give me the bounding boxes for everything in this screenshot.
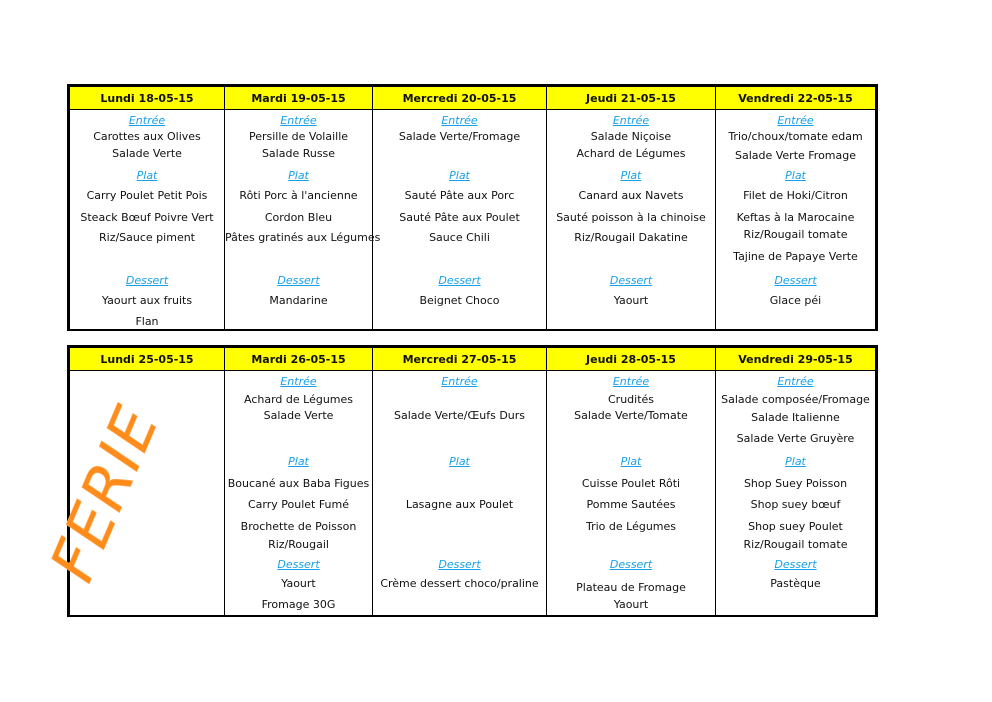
menu-item: Cordon Bleu	[264, 211, 333, 224]
menu-item: Steack Bœuf Poivre Vert	[80, 211, 214, 224]
menu-item: Shop suey bœuf	[750, 498, 841, 511]
menu-item: Fromage 30G	[261, 598, 336, 611]
day-menu-cell	[547, 371, 715, 615]
day-menu-cell	[716, 371, 875, 615]
plat-label: Plat	[288, 169, 309, 182]
entree-label: Entrée	[280, 114, 317, 127]
menu-item: Riz/Rougail	[268, 538, 329, 551]
menu-item: Persille de Volaille	[248, 130, 349, 143]
dessert-label: Dessert	[609, 274, 653, 287]
menu-item: Salade composée/Fromage	[721, 393, 870, 406]
plat-label: Plat	[785, 455, 806, 468]
menu-item: Crudités	[607, 393, 655, 406]
menu-item: Carottes aux Olives	[93, 130, 201, 143]
menu-item: Keftas à la Marocaine	[736, 211, 855, 224]
menu-item: Yaourt aux fruits	[101, 294, 193, 307]
menu-item: Salade Verte	[263, 409, 334, 422]
menu-item: Carry Poulet Fumé	[247, 498, 350, 511]
menu-item: Achard de Légumes	[243, 393, 354, 406]
menu-item: Yaourt	[613, 294, 649, 307]
menu-item: Riz/Sauce piment	[99, 231, 195, 244]
day-header: Jeudi 28-05-15	[547, 348, 716, 371]
menu-item: Glace péi	[769, 294, 822, 307]
dessert-label: Dessert	[438, 558, 481, 571]
entree-label: Entrée	[441, 375, 478, 388]
menu-item: Sauce Chili	[429, 231, 490, 244]
menu-item: Boucané aux Baba Figues	[227, 477, 370, 490]
menu-item: Flan	[135, 315, 159, 328]
entree-label: Entrée	[612, 114, 650, 127]
menu-item: Sauté poisson à la chinoise	[556, 211, 706, 224]
dessert-label: Dessert	[125, 274, 169, 287]
day-menu-cell	[225, 371, 372, 615]
day-header: Lundi 18-05-15	[70, 87, 225, 110]
menu-item: Yaourt	[281, 577, 316, 590]
dessert-label: Dessert	[277, 558, 320, 571]
day-menu-cell	[70, 110, 224, 329]
menu-item: Salade Verte	[112, 147, 182, 160]
menu-item: Salade Italienne	[751, 411, 840, 424]
dessert-label: Dessert	[438, 274, 481, 287]
menu-item: Plateau de Fromage	[576, 581, 686, 594]
menu-item: Pâtes gratinés aux Légumes	[225, 231, 381, 244]
menu-item: Salade Verte/Fromage	[398, 130, 521, 143]
menu-item: Riz/Rougail Dakatine	[574, 231, 688, 244]
menu-item: Rôti Porc à l'ancienne	[239, 189, 358, 202]
day-header: Lundi 25-05-15	[70, 348, 225, 371]
menu-item: Mandarine	[269, 294, 328, 307]
day-header: Jeudi 21-05-15	[547, 87, 716, 110]
menu-item: Sauté Pâte aux Poulet	[399, 211, 520, 224]
plat-label: Plat	[136, 169, 158, 182]
menu-item: Shop Suey Poisson	[743, 477, 848, 490]
menu-item: Yaourt	[613, 598, 649, 611]
week-2-table	[36, 345, 878, 617]
day-header: Vendredi 29-05-15	[716, 348, 876, 371]
menu-item: Salade Niçoise	[590, 130, 672, 143]
plat-label: Plat	[449, 455, 470, 468]
menu-item: Achard de Légumes	[576, 147, 686, 160]
menu-item: Salade Verte/Œufs Durs	[393, 409, 526, 422]
day-menu-cell	[547, 110, 715, 329]
ferie-text	[36, 371, 224, 615]
menu-item: Filet de Hoki/Citron	[743, 189, 848, 202]
day-header: Vendredi 22-05-15	[716, 87, 876, 110]
day-header: Mercredi 27-05-15	[373, 348, 547, 371]
plat-label: Plat	[785, 169, 806, 182]
menu-item: Salade Verte Gruyère	[736, 432, 855, 445]
menu-item: Riz/Rougail tomate	[743, 538, 848, 551]
menu-item: Tajine de Papaye Verte	[733, 250, 858, 263]
entree-label: Entrée	[441, 114, 478, 127]
dessert-label: Dessert	[609, 558, 653, 571]
plat-label: Plat	[288, 455, 309, 468]
day-header: Mardi 19-05-15	[225, 87, 373, 110]
day-menu-cell	[373, 371, 546, 615]
day-menu-cell	[373, 110, 546, 329]
menu-item: Lasagne aux Poulet	[405, 498, 514, 511]
day-menu-cell	[716, 110, 875, 329]
plat-label: Plat	[620, 455, 642, 468]
week-1-table	[67, 84, 878, 331]
menu-item: Trio de Légumes	[585, 520, 677, 533]
entree-label: Entrée	[777, 114, 814, 127]
entree-label: Entrée	[280, 375, 317, 388]
entree-label: Entrée	[612, 375, 650, 388]
dessert-label: Dessert	[277, 274, 320, 287]
svg-text:FERIE: FERIE	[36, 395, 174, 592]
menu-item: Crème dessert choco/praline	[380, 577, 539, 590]
dessert-label: Dessert	[774, 274, 817, 287]
menu-item: Brochette de Poisson	[240, 520, 357, 533]
menu-item: Trio/choux/tomate edam	[728, 130, 863, 143]
dessert-label: Dessert	[774, 558, 817, 571]
menu-item: Pomme Sautées	[586, 498, 676, 511]
menu-item: Cuisse Poulet Rôti	[581, 477, 681, 490]
menu-item: Pastèque	[770, 577, 821, 590]
menu-item: Canard aux Navets	[578, 189, 684, 202]
day-header: Mercredi 20-05-15	[373, 87, 547, 110]
menu-item: Salade Verte/Tomate	[574, 409, 688, 422]
day-menu-cell	[225, 110, 381, 329]
menu-item: Salade Verte Fromage	[734, 149, 857, 162]
holiday-cell	[36, 371, 224, 615]
plat-label: Plat	[449, 169, 470, 182]
menu-item: Beignet Choco	[419, 294, 500, 307]
entree-label: Entrée	[128, 114, 166, 127]
menu-item: Riz/Rougail tomate	[743, 228, 848, 241]
menu-item: Shop suey Poulet	[748, 520, 843, 533]
menu-item: Salade Russe	[261, 147, 336, 160]
day-header: Mardi 26-05-15	[225, 348, 373, 371]
plat-label: Plat	[620, 169, 642, 182]
menu-item: Sauté Pâte aux Porc	[404, 189, 515, 202]
entree-label: Entrée	[777, 375, 814, 388]
menu-item: Carry Poulet Petit Pois	[86, 189, 208, 202]
